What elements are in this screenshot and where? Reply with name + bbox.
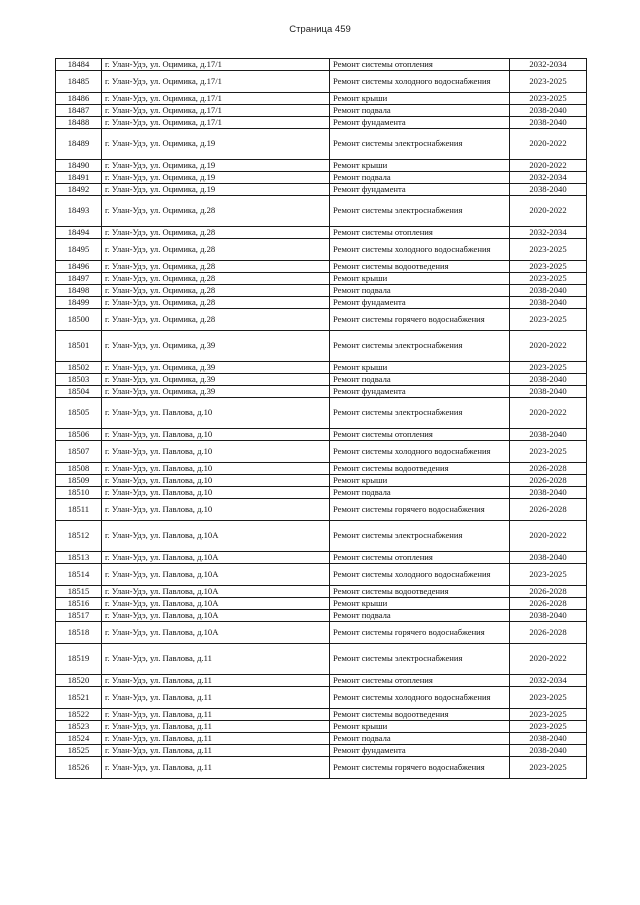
work-type-cell: Ремонт подвала	[330, 374, 510, 386]
work-type-cell: Ремонт крыши	[330, 273, 510, 285]
table-row	[56, 117, 587, 129]
table-row	[56, 463, 587, 475]
work-type-cell: Ремонт системы холодного водоснабжения	[330, 564, 510, 586]
table-row	[56, 196, 587, 227]
address-cell: г. Улан-Удэ, ул. Павлова, д.10А	[102, 521, 330, 552]
row-number-cell: 18490	[56, 160, 102, 172]
period-cell: 2032-2034	[510, 59, 587, 71]
address-cell: г. Улан-Удэ, ул. Оцимика, д.17/1	[102, 71, 330, 93]
address-cell: г. Улан-Удэ, ул. Павлова, д.10	[102, 429, 330, 441]
address-cell: г. Улан-Удэ, ул. Павлова, д.10	[102, 487, 330, 499]
table-row	[56, 521, 587, 552]
period-cell: 2038-2040	[510, 184, 587, 196]
period-cell: 2038-2040	[510, 297, 587, 309]
table-row	[56, 184, 587, 196]
row-number-cell: 18493	[56, 196, 102, 227]
address-cell: г. Улан-Удэ, ул. Оцимика, д.28	[102, 285, 330, 297]
period-cell: 2020-2022	[510, 398, 587, 429]
row-number-cell: 18489	[56, 129, 102, 160]
period-cell: 2026-2028	[510, 499, 587, 521]
period-cell: 2038-2040	[510, 386, 587, 398]
table-row	[56, 71, 587, 93]
row-number-cell: 18491	[56, 172, 102, 184]
row-number-cell: 18512	[56, 521, 102, 552]
period-cell: 2038-2040	[510, 552, 587, 564]
address-cell: г. Улан-Удэ, ул. Павлова, д.10А	[102, 564, 330, 586]
address-cell: г. Улан-Удэ, ул. Павлова, д.11	[102, 644, 330, 675]
table-row	[56, 227, 587, 239]
period-cell: 2023-2025	[510, 687, 587, 709]
period-cell: 2023-2025	[510, 309, 587, 331]
address-cell: г. Улан-Удэ, ул. Оцимика, д.28	[102, 239, 330, 261]
work-type-cell: Ремонт системы холодного водоснабжения	[330, 239, 510, 261]
row-number-cell: 18513	[56, 552, 102, 564]
table-row	[56, 239, 587, 261]
row-number-cell: 18501	[56, 331, 102, 362]
period-cell: 2026-2028	[510, 598, 587, 610]
work-type-cell: Ремонт системы холодного водоснабжения	[330, 441, 510, 463]
work-type-cell: Ремонт системы водоотведения	[330, 709, 510, 721]
row-number-cell: 18525	[56, 745, 102, 757]
work-type-cell: Ремонт системы водоотведения	[330, 586, 510, 598]
work-type-cell: Ремонт системы электроснабжения	[330, 196, 510, 227]
period-cell: 2020-2022	[510, 196, 587, 227]
work-type-cell: Ремонт системы горячего водоснабжения	[330, 499, 510, 521]
work-type-cell: Ремонт фундамента	[330, 297, 510, 309]
address-cell: г. Улан-Удэ, ул. Павлова, д.11	[102, 675, 330, 687]
table-row	[56, 552, 587, 564]
address-cell: г. Улан-Удэ, ул. Оцимика, д.28	[102, 309, 330, 331]
address-cell: г. Улан-Удэ, ул. Оцимика, д.17/1	[102, 59, 330, 71]
work-type-cell: Ремонт подвала	[330, 487, 510, 499]
row-number-cell: 18494	[56, 227, 102, 239]
table-row	[56, 129, 587, 160]
work-type-cell: Ремонт системы отопления	[330, 429, 510, 441]
row-number-cell: 18520	[56, 675, 102, 687]
work-type-cell: Ремонт системы холодного водоснабжения	[330, 71, 510, 93]
address-cell: г. Улан-Удэ, ул. Павлова, д.10А	[102, 598, 330, 610]
period-cell: 2023-2025	[510, 441, 587, 463]
period-cell: 2020-2022	[510, 521, 587, 552]
period-cell: 2026-2028	[510, 463, 587, 475]
address-cell: г. Улан-Удэ, ул. Павлова, д.11	[102, 733, 330, 745]
work-type-cell: Ремонт системы водоотведения	[330, 261, 510, 273]
row-number-cell: 18488	[56, 117, 102, 129]
row-number-cell: 18508	[56, 463, 102, 475]
period-cell: 2023-2025	[510, 362, 587, 374]
period-cell: 2038-2040	[510, 285, 587, 297]
table-row	[56, 586, 587, 598]
address-cell: г. Улан-Удэ, ул. Оцимика, д.28	[102, 227, 330, 239]
row-number-cell: 18516	[56, 598, 102, 610]
page-header: Страница 459	[289, 24, 351, 35]
work-type-cell: Ремонт системы отопления	[330, 59, 510, 71]
address-cell: г. Улан-Удэ, ул. Павлова, д.10	[102, 441, 330, 463]
table-row	[56, 273, 587, 285]
address-cell: г. Улан-Удэ, ул. Павлова, д.11	[102, 721, 330, 733]
table-row	[56, 675, 587, 687]
address-cell: г. Улан-Удэ, ул. Павлова, д.10А	[102, 586, 330, 598]
row-number-cell: 18506	[56, 429, 102, 441]
period-cell: 2038-2040	[510, 374, 587, 386]
work-type-cell: Ремонт фундамента	[330, 184, 510, 196]
period-cell: 2023-2025	[510, 564, 587, 586]
address-cell: г. Улан-Удэ, ул. Оцимика, д.39	[102, 362, 330, 374]
table-row	[56, 105, 587, 117]
work-type-cell: Ремонт крыши	[330, 475, 510, 487]
address-cell: г. Улан-Удэ, ул. Павлова, д.10	[102, 475, 330, 487]
table-row	[56, 709, 587, 721]
work-type-cell: Ремонт подвала	[330, 285, 510, 297]
row-number-cell: 18514	[56, 564, 102, 586]
address-cell: г. Улан-Удэ, ул. Оцимика, д.17/1	[102, 117, 330, 129]
row-number-cell: 18505	[56, 398, 102, 429]
table-row	[56, 441, 587, 463]
period-cell: 2023-2025	[510, 261, 587, 273]
row-number-cell: 18500	[56, 309, 102, 331]
address-cell: г. Улан-Удэ, ул. Оцимика, д.19	[102, 184, 330, 196]
period-cell: 2038-2040	[510, 487, 587, 499]
table-row	[56, 429, 587, 441]
row-number-cell: 18522	[56, 709, 102, 721]
work-type-cell: Ремонт подвала	[330, 105, 510, 117]
table-row	[56, 757, 587, 779]
table-row	[56, 309, 587, 331]
table-row	[56, 687, 587, 709]
table-row	[56, 331, 587, 362]
row-number-cell: 18524	[56, 733, 102, 745]
period-cell: 2023-2025	[510, 93, 587, 105]
table-row	[56, 362, 587, 374]
work-type-cell: Ремонт системы отопления	[330, 227, 510, 239]
address-cell: г. Улан-Удэ, ул. Оцимика, д.39	[102, 331, 330, 362]
row-number-cell: 18486	[56, 93, 102, 105]
table-row	[56, 297, 587, 309]
row-number-cell: 18523	[56, 721, 102, 733]
period-cell: 2020-2022	[510, 331, 587, 362]
period-cell: 2023-2025	[510, 71, 587, 93]
table-row	[56, 475, 587, 487]
row-number-cell: 18487	[56, 105, 102, 117]
address-cell: г. Улан-Удэ, ул. Павлова, д.10А	[102, 610, 330, 622]
work-type-cell: Ремонт системы электроснабжения	[330, 521, 510, 552]
row-number-cell: 18492	[56, 184, 102, 196]
row-number-cell: 18485	[56, 71, 102, 93]
work-type-cell: Ремонт системы отопления	[330, 675, 510, 687]
work-type-cell: Ремонт фундамента	[330, 386, 510, 398]
period-cell: 2023-2025	[510, 757, 587, 779]
table-body	[56, 59, 587, 779]
address-cell: г. Улан-Удэ, ул. Оцимика, д.17/1	[102, 93, 330, 105]
table-row	[56, 622, 587, 644]
table-row	[56, 499, 587, 521]
row-number-cell: 18484	[56, 59, 102, 71]
row-number-cell: 18497	[56, 273, 102, 285]
table-row	[56, 374, 587, 386]
period-cell: 2023-2025	[510, 239, 587, 261]
work-type-cell: Ремонт подвала	[330, 172, 510, 184]
address-cell: г. Улан-Удэ, ул. Оцимика, д.28	[102, 273, 330, 285]
address-cell: г. Улан-Удэ, ул. Оцимика, д.19	[102, 129, 330, 160]
work-type-cell: Ремонт крыши	[330, 93, 510, 105]
period-cell: 2023-2025	[510, 273, 587, 285]
table-row	[56, 733, 587, 745]
work-type-cell: Ремонт системы водоотведения	[330, 463, 510, 475]
work-type-cell: Ремонт фундамента	[330, 745, 510, 757]
period-cell: 2032-2034	[510, 172, 587, 184]
row-number-cell: 18518	[56, 622, 102, 644]
work-type-cell: Ремонт крыши	[330, 598, 510, 610]
work-type-cell: Ремонт системы горячего водоснабжения	[330, 309, 510, 331]
table-row	[56, 261, 587, 273]
period-cell: 2038-2040	[510, 429, 587, 441]
address-cell: г. Улан-Удэ, ул. Оцимика, д.17/1	[102, 105, 330, 117]
row-number-cell: 18517	[56, 610, 102, 622]
address-cell: г. Улан-Удэ, ул. Оцимика, д.19	[102, 160, 330, 172]
address-cell: г. Улан-Удэ, ул. Оцимика, д.28	[102, 297, 330, 309]
work-type-cell: Ремонт крыши	[330, 362, 510, 374]
period-cell: 2020-2022	[510, 129, 587, 160]
address-cell: г. Улан-Удэ, ул. Оцимика, д.28	[102, 196, 330, 227]
work-type-cell: Ремонт фундамента	[330, 117, 510, 129]
row-number-cell: 18509	[56, 475, 102, 487]
address-cell: г. Улан-Удэ, ул. Павлова, д.10	[102, 463, 330, 475]
row-number-cell: 18521	[56, 687, 102, 709]
row-number-cell: 18502	[56, 362, 102, 374]
period-cell: 2032-2034	[510, 675, 587, 687]
table-row	[56, 721, 587, 733]
table-row	[56, 285, 587, 297]
work-type-cell: Ремонт системы электроснабжения	[330, 331, 510, 362]
address-cell: г. Улан-Удэ, ул. Павлова, д.11	[102, 709, 330, 721]
period-cell: 2026-2028	[510, 586, 587, 598]
work-type-cell: Ремонт системы электроснабжения	[330, 398, 510, 429]
work-type-cell: Ремонт крыши	[330, 160, 510, 172]
period-cell: 2038-2040	[510, 117, 587, 129]
table-row	[56, 644, 587, 675]
row-number-cell: 18526	[56, 757, 102, 779]
period-cell: 2020-2022	[510, 644, 587, 675]
table-row	[56, 93, 587, 105]
address-cell: г. Улан-Удэ, ул. Павлова, д.10А	[102, 622, 330, 644]
period-cell: 2038-2040	[510, 105, 587, 117]
row-number-cell: 18519	[56, 644, 102, 675]
period-cell: 2038-2040	[510, 733, 587, 745]
period-cell: 2026-2028	[510, 622, 587, 644]
row-number-cell: 18510	[56, 487, 102, 499]
row-number-cell: 18515	[56, 586, 102, 598]
table-row	[56, 598, 587, 610]
row-number-cell: 18503	[56, 374, 102, 386]
table-row	[56, 398, 587, 429]
row-number-cell: 18496	[56, 261, 102, 273]
repair-schedule-table	[55, 58, 587, 779]
work-type-cell: Ремонт подвала	[330, 610, 510, 622]
period-cell: 2026-2028	[510, 475, 587, 487]
address-cell: г. Улан-Удэ, ул. Оцимика, д.39	[102, 386, 330, 398]
period-cell: 2038-2040	[510, 745, 587, 757]
table-row	[56, 172, 587, 184]
table-row	[56, 487, 587, 499]
row-number-cell: 18498	[56, 285, 102, 297]
period-cell: 2038-2040	[510, 610, 587, 622]
address-cell: г. Улан-Удэ, ул. Оцимика, д.19	[102, 172, 330, 184]
row-number-cell: 18495	[56, 239, 102, 261]
work-type-cell: Ремонт системы горячего водоснабжения	[330, 757, 510, 779]
table-row	[56, 610, 587, 622]
row-number-cell: 18511	[56, 499, 102, 521]
address-cell: г. Улан-Удэ, ул. Оцимика, д.28	[102, 261, 330, 273]
row-number-cell: 18507	[56, 441, 102, 463]
period-cell: 2023-2025	[510, 709, 587, 721]
work-type-cell: Ремонт системы электроснабжения	[330, 644, 510, 675]
work-type-cell: Ремонт системы отопления	[330, 552, 510, 564]
address-cell: г. Улан-Удэ, ул. Павлова, д.10	[102, 398, 330, 429]
work-type-cell: Ремонт системы горячего водоснабжения	[330, 622, 510, 644]
period-cell: 2020-2022	[510, 160, 587, 172]
table-row	[56, 564, 587, 586]
work-type-cell: Ремонт подвала	[330, 733, 510, 745]
row-number-cell: 18504	[56, 386, 102, 398]
address-cell: г. Улан-Удэ, ул. Оцимика, д.39	[102, 374, 330, 386]
row-number-cell: 18499	[56, 297, 102, 309]
address-cell: г. Улан-Удэ, ул. Павлова, д.11	[102, 687, 330, 709]
address-cell: г. Улан-Удэ, ул. Павлова, д.10А	[102, 552, 330, 564]
period-cell: 2032-2034	[510, 227, 587, 239]
work-type-cell: Ремонт системы электроснабжения	[330, 129, 510, 160]
address-cell: г. Улан-Удэ, ул. Павлова, д.10	[102, 499, 330, 521]
address-cell: г. Улан-Удэ, ул. Павлова, д.11	[102, 745, 330, 757]
address-cell: г. Улан-Удэ, ул. Павлова, д.11	[102, 757, 330, 779]
work-type-cell: Ремонт системы холодного водоснабжения	[330, 687, 510, 709]
table-row	[56, 160, 587, 172]
period-cell: 2023-2025	[510, 721, 587, 733]
table-row	[56, 745, 587, 757]
work-type-cell: Ремонт крыши	[330, 721, 510, 733]
table-row	[56, 386, 587, 398]
table-row	[56, 59, 587, 71]
